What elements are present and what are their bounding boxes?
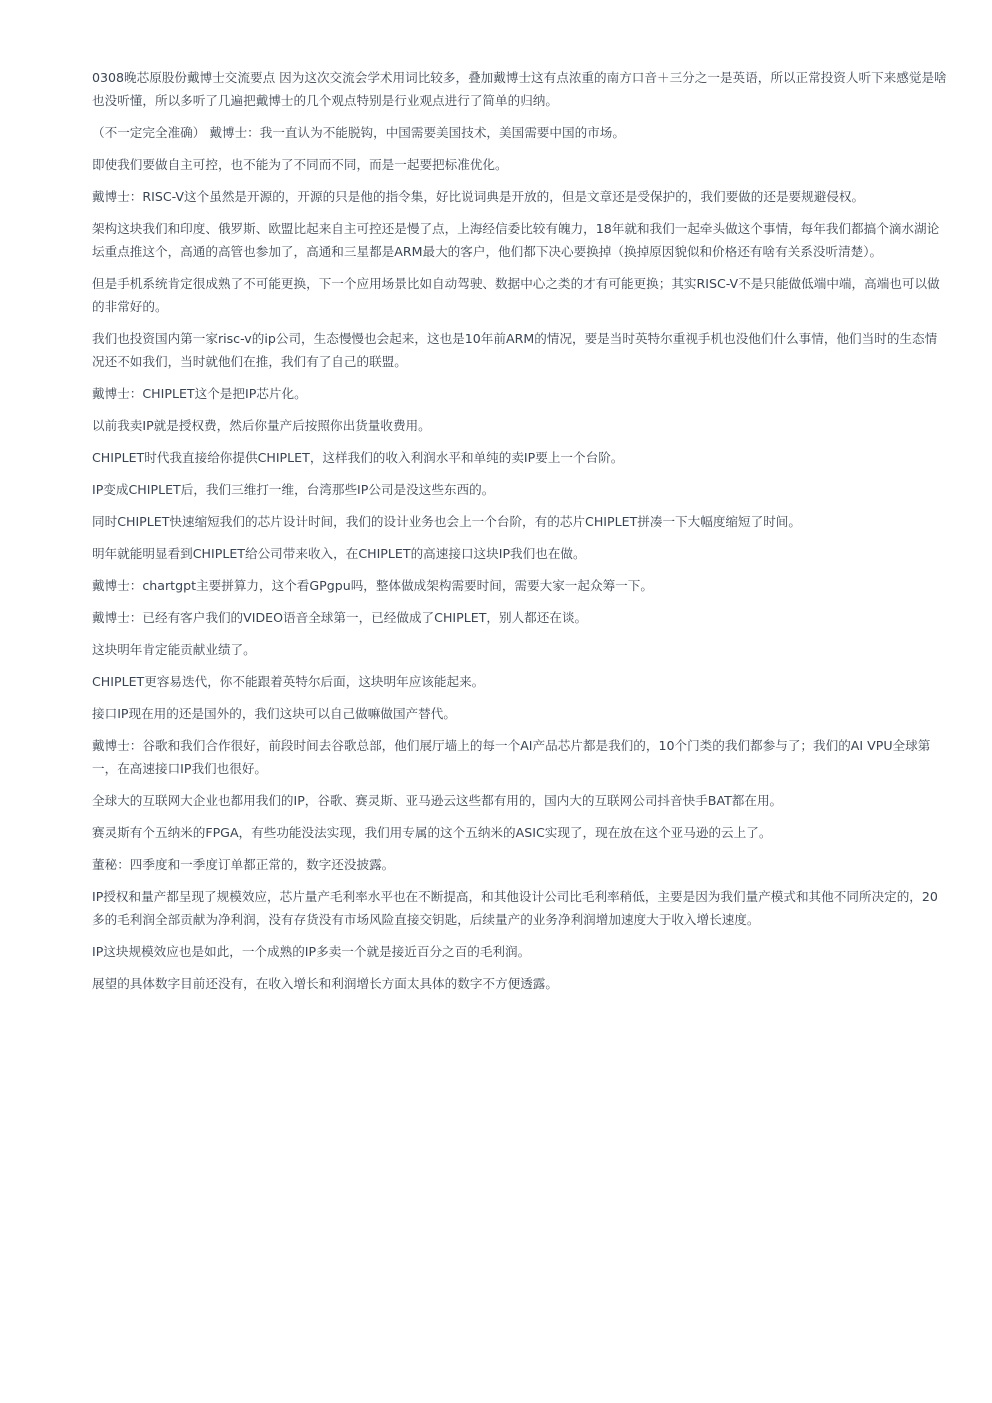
document-body — [92, 66, 948, 1004]
paragraph: 以前我卖IP就是授权费，然后你量产后按照你出货量收费用。 — [92, 418, 431, 433]
paragraph-intro: 0308晚芯原股份戴博士交流要点 因为这次交流会学术用词比较多，叠加戴博士这有点浓重的南方口音＋三分之一是英语，所以正常投资人听下来感觉是啥也没听懂，所以多听了几遍把戴博士的几个观点特别是行业观点进行了简单的归纳。 — [92, 70, 947, 108]
paragraph: 戴博士：已经有客户我们的VIDEO语音全球第一，已经做成了CHIPLET，别人都还在谈。 — [92, 610, 588, 625]
paragraph: 明年就能明显看到CHIPLET给公司带来收入，在CHIPLET的高速接口这块IP我们也在做。 — [92, 546, 586, 561]
paragraph: 但是手机系统肯定很成熟了不可能更换，下一个应用场景比如自动驾驶、数据中心之类的才有可能更换；其实RISC-V不是只能做低端中端，高端也可以做的非常好的。 — [92, 276, 940, 314]
paragraph: 同时CHIPLET快速缩短我们的芯片设计时间，我们的设计业务也会上一个台阶，有的芯片CHIPLET拼凑一下大幅度缩短了时间。 — [92, 514, 801, 529]
paragraph: CHIPLET更容易迭代，你不能跟着英特尔后面，这块明年应该能起来。 — [92, 674, 485, 689]
paragraph: 我们也投资国内第一家risc-v的ip公司，生态慢慢也会起来，这也是10年前ARM的情况，要是当时英特尔重视手机也没他们什么事情，他们当时的生态情况还不如我们，当时就他们在推，我们有了自己的联盟。 — [92, 331, 938, 369]
paragraph: 即使我们要做自主可控，也不能为了不同而不同，而是一起要把标准优化。 — [92, 157, 508, 172]
paragraph: 展望的具体数字目前还没有，在收入增长和利润增长方面太具体的数字不方便透露。 — [92, 976, 558, 991]
paragraph: IP这块规模效应也是如此，一个成熟的IP多卖一个就是接近百分之百的毛利润。 — [92, 944, 531, 959]
paragraph: 董秘：四季度和一季度订单都正常的，数字还没披露。 — [92, 857, 395, 872]
paragraph: （不一定完全准确） 戴博士：我一直认为不能脱钩，中国需要美国技术，美国需要中国的市场。 — [92, 125, 625, 140]
paragraph: 这块明年肯定能贡献业绩了。 — [92, 642, 256, 657]
paragraph: 全球大的互联网大企业也都用我们的IP，谷歌、赛灵斯、亚马逊云这些都有用的，国内大的互联网公司抖音快手BAT都在用。 — [92, 793, 783, 808]
paragraph: IP变成CHIPLET后，我们三维打一维，台湾那些IP公司是没这些东西的。 — [92, 482, 495, 497]
paragraph: 接口IP现在用的还是国外的，我们这块可以自己做嘛做国产替代。 — [92, 706, 456, 721]
paragraph: 戴博士：chartgpt主要拼算力，这个看GPgpu吗，整体做成架构需要时间，需要大家一起众筹一下。 — [92, 578, 653, 593]
paragraph: CHIPLET时代我直接给你提供CHIPLET，这样我们的收入利润水平和单纯的卖IP要上一个台阶。 — [92, 450, 624, 465]
paragraph: 戴博士：RISC-V这个虽然是开源的，开源的只是他的指令集，好比说词典是开放的，但是文章还是受保护的，我们要做的还是要规避侵权。 — [92, 189, 865, 204]
paragraph: IP授权和量产都呈现了规模效应，芯片量产毛利率水平也在不断提高，和其他设计公司比毛利率稍低，主要是因为我们量产模式和其他不同所决定的，20多的毛利润全部贡献为净利润，没有存货没有市场风险直接交钥匙，后续量产的业务净利润增加速度大于收入增长速度。 — [92, 889, 938, 927]
paragraph: 戴博士：谷歌和我们合作很好，前段时间去谷歌总部，他们展厅墙上的每一个AI产品芯片都是我们的，10个门类的我们都参与了；我们的AI VPU全球第一，在高速接口IP我们也很好。 — [92, 738, 931, 776]
paragraph: 戴博士：CHIPLET这个是把IP芯片化。 — [92, 386, 307, 401]
paragraph: 赛灵斯有个五纳米的FPGA，有些功能没法实现，我们用专属的这个五纳米的ASIC实现了，现在放在这个亚马逊的云上了。 — [92, 825, 772, 840]
paragraph: 架构这块我们和印度、俄罗斯、欧盟比起来自主可控还是慢了点，上海经信委比较有魄力，18年就和我们一起牵头做这个事情，每年我们都搞个滴水湖论坛重点推这个，高通的高管也参加了，高通和三星都是ARM最大的客户，他们都下决心要换掉（换掉原因貌似和价格还有啥有关系没听清楚）。 — [92, 221, 940, 259]
